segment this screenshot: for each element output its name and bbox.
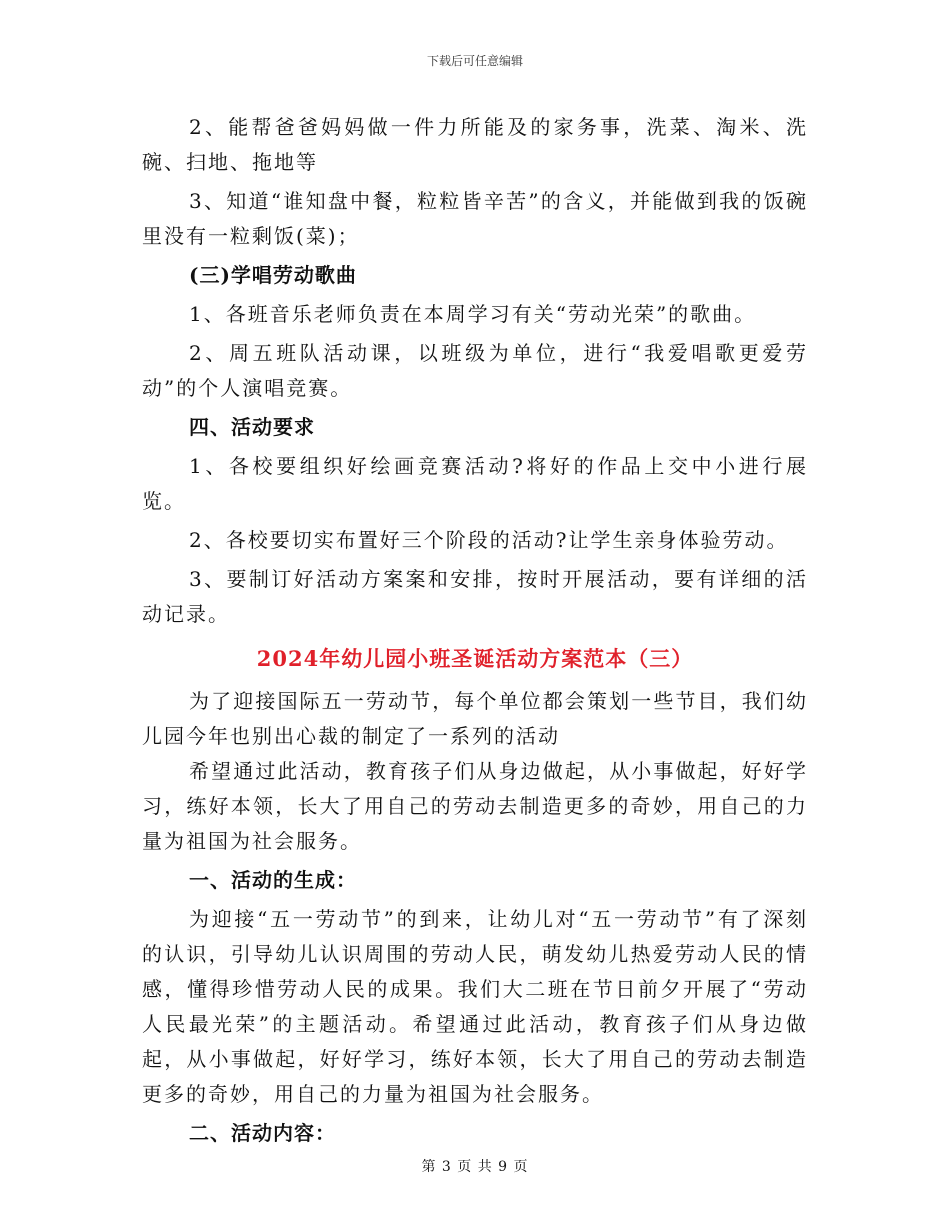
intro-paragraph-2: 希望通过此活动，教育孩子们从身边做起，从小事做起，好好学习，练好本领，长大了用自己的劳动去制造更多的奇妙，用自己的力量为祖国为社会服务。 [142, 759, 808, 853]
section-heading-labor-songs: (三)学唱劳动歌曲 [189, 263, 357, 287]
list-item-chores: 2、能帮爸爸妈妈做一件力所能及的家务事，洗菜、淘米、洗碗、扫地、拖地等 [142, 115, 808, 174]
body-paragraph-origin: 为迎接“五一劳动节”的到来，让幼儿对“五一劳动节”有了深刻的认识，引导幼儿认识周围的劳动人民，萌发幼儿热爱劳动人民的情感，懂得珍惜劳动人民的成果。我们大二班在节日前夕开展了“劳动人民最光荣”的主题活动。希望通过此活动，教育孩子们从身边做起，从小事做起，好好学习，练好本领，长大了用自己的劳动去制造更多的奇妙，用自己的力量为祖国为社会服务。 [142, 907, 808, 1106]
list-item-three-stages: 2、各校要切实布置好三个阶段的活动?让学生亲身体验劳动。 [189, 528, 789, 552]
document-title: 2024年幼儿园小班圣诞活动方案范本（三） [256, 646, 694, 671]
section-heading-requirements: 四、活动要求 [189, 415, 315, 439]
document-body [142, 110, 808, 1151]
page-indicator: 第 3 页 共 9 页 [421, 1159, 529, 1175]
list-item-planning: 3、要制订好活动方案案和安排，按时开展活动，要有详细的活动记录。 [142, 567, 808, 626]
intro-paragraph-1: 为了迎接国际五一劳动节，每个单位都会策划一些节目，我们幼儿园今年也别出心裁的制定了一系列的活动 [142, 689, 808, 748]
section-heading-origin: 一、活动的生成： [189, 868, 357, 892]
list-item-music-teachers: 1、各班音乐老师负责在本周学习有关“劳动光荣”的歌曲。 [189, 302, 757, 326]
header-note: 下载后可任意编辑 [426, 54, 523, 68]
section-heading-content: 二、活动内容： [189, 1121, 336, 1145]
list-item-singing-contest: 2、周五班队活动课，以班级为单位，进行“我爱唱歌更爱劳动”的个人演唱竞赛。 [142, 341, 808, 400]
list-item-drawing-contest: 1、各校要组织好绘画竞赛活动?将好的作品上交中小进行展览。 [142, 454, 808, 513]
list-item-meal-poem: 3、知道“谁知盘中餐，粒粒皆辛苦”的含义，并能做到我的饭碗里没有一粒剩饭(菜)； [142, 189, 808, 248]
